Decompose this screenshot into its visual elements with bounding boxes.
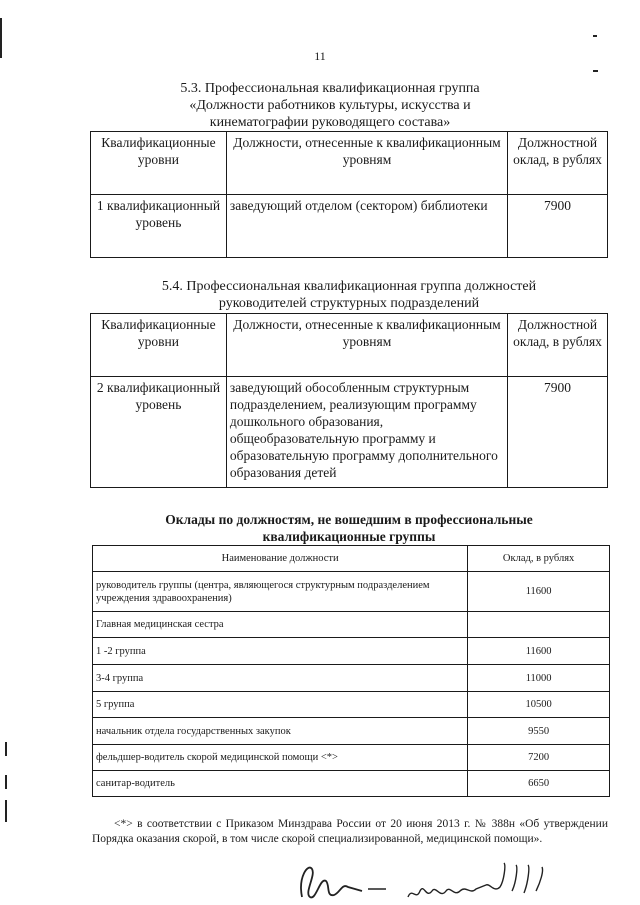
scan-mark	[5, 742, 7, 756]
table-row	[93, 638, 610, 665]
header-salary: Оклад, в рублях	[468, 546, 610, 572]
scan-mark	[5, 800, 7, 822]
scan-mark	[5, 775, 7, 789]
section-54-title-line1: 5.4. Профессиональная квалификационная группа должностей	[161, 279, 537, 294]
table-row	[91, 195, 608, 258]
table-header-row	[93, 546, 610, 572]
row-salary: 11600	[468, 572, 610, 612]
row-position: Главная медицинская сестра	[93, 612, 468, 638]
handwritten-signature	[290, 857, 590, 905]
row-position: 1 -2 группа	[93, 638, 468, 665]
row-position: 3-4 группа	[93, 665, 468, 692]
table-row	[93, 572, 610, 612]
table-row	[93, 612, 610, 638]
table-row	[93, 692, 610, 718]
header-positions: Должности, отнесенные к квалификационным уровням	[226, 132, 507, 195]
row-salary: 6650	[468, 771, 610, 797]
row-salary: 11600	[468, 638, 610, 665]
row-position: фельдшер-водитель скорой медицинской помощи <*>	[93, 745, 468, 771]
salaries-table	[92, 545, 610, 797]
table-header-row	[91, 132, 608, 195]
row-salary: 7900	[508, 377, 608, 488]
scan-mark	[593, 35, 597, 37]
table-row	[93, 771, 610, 797]
row-position: санитар-водитель	[93, 771, 468, 797]
row-salary	[468, 612, 610, 638]
section-54-heading	[90, 278, 608, 312]
table-row	[91, 377, 608, 488]
section-53-heading	[110, 80, 550, 131]
table-header-row	[91, 314, 608, 377]
header-salary: Должностной оклад, в рублях	[508, 314, 608, 377]
header-levels: Квалификационные уровни	[91, 132, 227, 195]
section-53-title-line3: кинематографии руководящего состава»	[209, 115, 451, 130]
row-position: руководитель группы (центра, являющегося структурным подразделением учреждения здравоохранения)	[93, 572, 468, 612]
footnote: <*> в соответствии с Приказом Минздрава России от 20 июня 2013 г. № 388н «Об утверждении Порядка оказания скорой, в том числе скорой специализированной, медицинской помощи».	[92, 818, 608, 845]
page-number: 11	[314, 49, 326, 63]
row-salary: 7900	[508, 195, 608, 258]
row-salary: 10500	[468, 692, 610, 718]
row-level: 1 квалификационный уровень	[91, 195, 227, 258]
section-54-title-line2: руководителей структурных подразделений	[218, 296, 480, 311]
row-position: заведующий обособленным структурным подразделением, реализующим программу дошкольного образования, общеобразовательную программу и образовательную программу дополнительного образования детей	[226, 377, 507, 488]
header-salary: Должностной оклад, в рублях	[508, 132, 608, 195]
section-53-table	[90, 131, 608, 258]
row-position: заведующий отделом (сектором) библиотеки	[226, 195, 507, 258]
section-54-table	[90, 313, 608, 488]
salaries-title-line2: квалификационные группы	[262, 529, 436, 544]
section-53-title-line2: «Должности работников культуры, искусства и	[189, 98, 471, 113]
row-salary: 11000	[468, 665, 610, 692]
scan-mark	[0, 18, 2, 58]
header-position: Наименование должности	[93, 546, 468, 572]
table-row	[93, 745, 610, 771]
header-levels: Квалификационные уровни	[91, 314, 227, 377]
header-positions: Должности, отнесенные к квалификационным уровням	[226, 314, 507, 377]
row-level: 2 квалификационный уровень	[91, 377, 227, 488]
section-53-title-line1: 5.3. Профессиональная квалификационная группа	[180, 81, 480, 96]
table-row	[93, 718, 610, 745]
row-position: 5 группа	[93, 692, 468, 718]
salaries-title-line1: Оклады по должностям, не вошедшим в профессиональные	[165, 512, 533, 527]
row-salary: 9550	[468, 718, 610, 745]
row-position: начальник отдела государственных закупок	[93, 718, 468, 745]
table-row	[93, 665, 610, 692]
salaries-heading	[90, 511, 608, 545]
row-salary: 7200	[468, 745, 610, 771]
scan-mark	[593, 70, 598, 72]
